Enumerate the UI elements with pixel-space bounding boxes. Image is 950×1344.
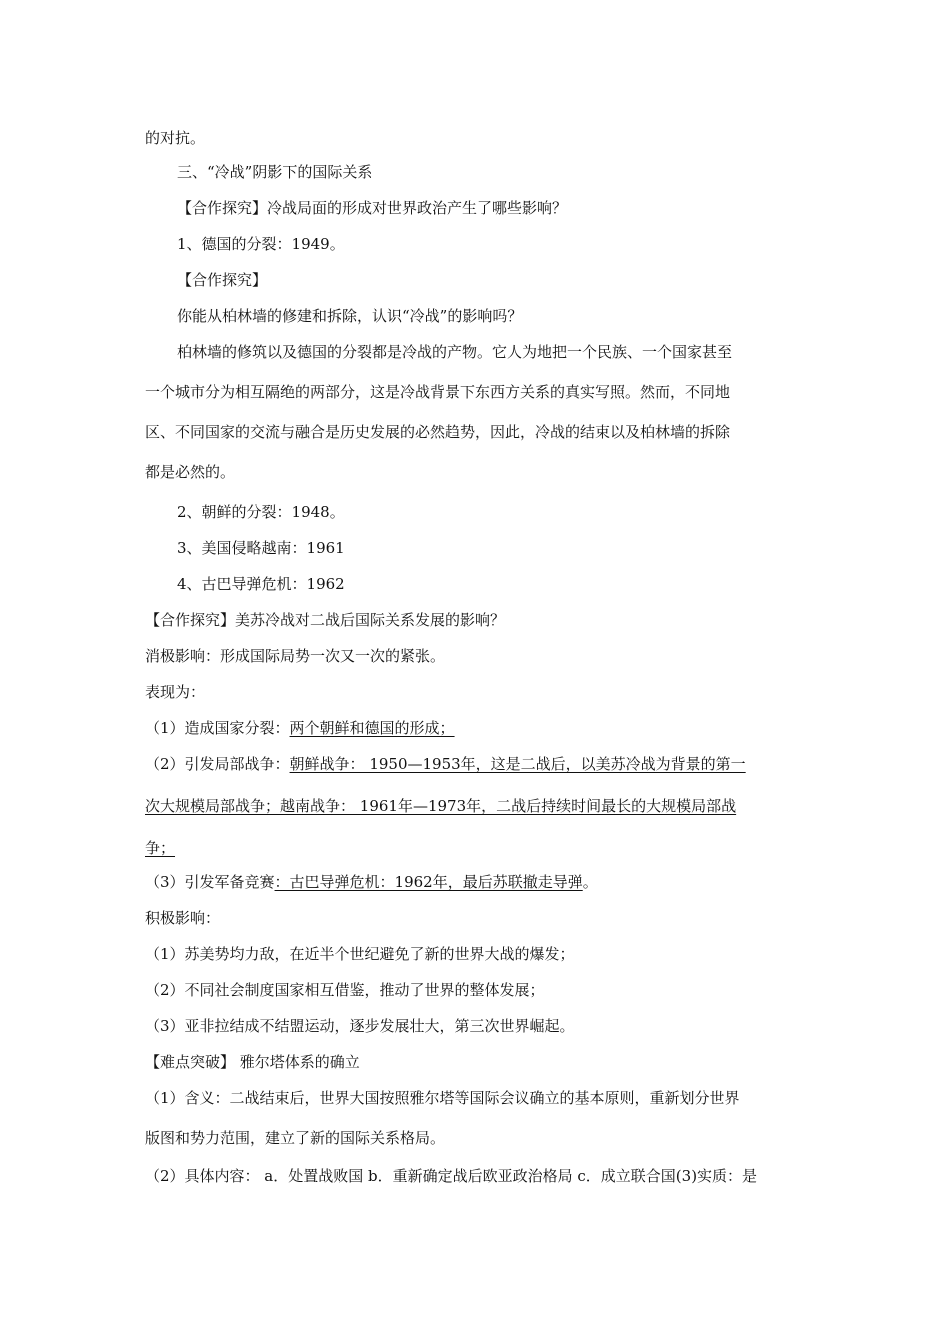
underlined-text: 两个朝鲜和德国的形成； <box>289 719 455 737</box>
text-line: 区、不同国家的交流与融合是历史发展的必然趋势，因此，冷战的结束以及柏林墙的拆除 <box>145 423 731 441</box>
text-line: （1）苏美势均力敌，在近半个世纪避免了新的世界大战的爆发； <box>145 945 575 963</box>
text-line: 版图和势力范围，建立了新的国际关系格局。 <box>145 1129 446 1147</box>
text-line: 的对抗。 <box>145 129 206 147</box>
text-line: 【合作探究】美苏冷战对二战后国际关系发展的影响？ <box>145 611 506 629</box>
text-segment: 。 <box>582 873 598 891</box>
text-line: 柏林墙的修筑以及德国的分裂都是冷战的产物。它人为地把一个民族、一个国家甚至 <box>177 343 733 361</box>
text-line: （2）不同社会制度国家相互借鉴，推动了世界的整体发展； <box>145 981 545 999</box>
underlined-text: 朝鲜战争： 1950—1953年，这是二战后，以美苏冷战为背景的第一 <box>289 755 746 773</box>
section-heading: 三、“冷战”阴影下的国际关系 <box>177 163 373 181</box>
text-line: （3）亚非拉结成不结盟运动，逐步发展壮大，第三次世界崛起。 <box>145 1017 575 1035</box>
text-line: 2、朝鲜的分裂：1948。 <box>177 503 345 521</box>
text-line: 1、德国的分裂：1949。 <box>177 235 345 253</box>
underlined-text: 争； <box>145 839 176 857</box>
text-line: 积极影响： <box>145 909 221 927</box>
text-line <box>145 718 455 738</box>
text-line: 【难点突破】 雅尔塔体系的确立 <box>145 1053 360 1071</box>
text-line: （1）含义：二战结束后，世界大国按照雅尔塔等国际会议确立的基本原则，重新划分世界 <box>145 1089 740 1107</box>
text-line: 4、古巴导弹危机：1962 <box>177 575 345 593</box>
text-line: 表现为： <box>145 683 206 701</box>
text-line <box>145 754 746 774</box>
text-segment: （3）引发军备竞赛 <box>145 873 275 891</box>
text-line: 一个城市分为相互隔绝的两部分，这是冷战背景下东西方关系的真实写照。然而，不同地 <box>145 383 731 401</box>
text-line: 【合作探究】冷战局面的形成对世界政治产生了哪些影响？ <box>177 199 568 217</box>
text-line <box>145 872 598 892</box>
text-segment: （1）造成国家分裂： <box>145 719 290 737</box>
underlined-text: 次大规模局部战争；越南战争： 1961年—1973年，二战后持续时间最长的大规模局部战 <box>145 797 737 815</box>
underlined-text: ：古巴导弹危机：1962年，最后苏联撤走导弹 <box>274 873 583 891</box>
text-line: 3、美国侵略越南：1961 <box>177 539 345 557</box>
text-line: （2）具体内容： a．处置战败国 b．重新确定战后欧亚政治格局 c．成立联合国(3)实质：是 <box>145 1167 758 1185</box>
text-line: 都是必然的。 <box>145 463 236 481</box>
text-segment: （2）引发局部战争： <box>145 755 290 773</box>
text-line: 你能从柏林墙的修建和拆除，认识“冷战”的影响吗？ <box>177 307 523 325</box>
text-line: 【合作探究】 <box>177 271 268 289</box>
text-line: 消极影响：形成国际局势一次又一次的紧张。 <box>145 647 446 665</box>
